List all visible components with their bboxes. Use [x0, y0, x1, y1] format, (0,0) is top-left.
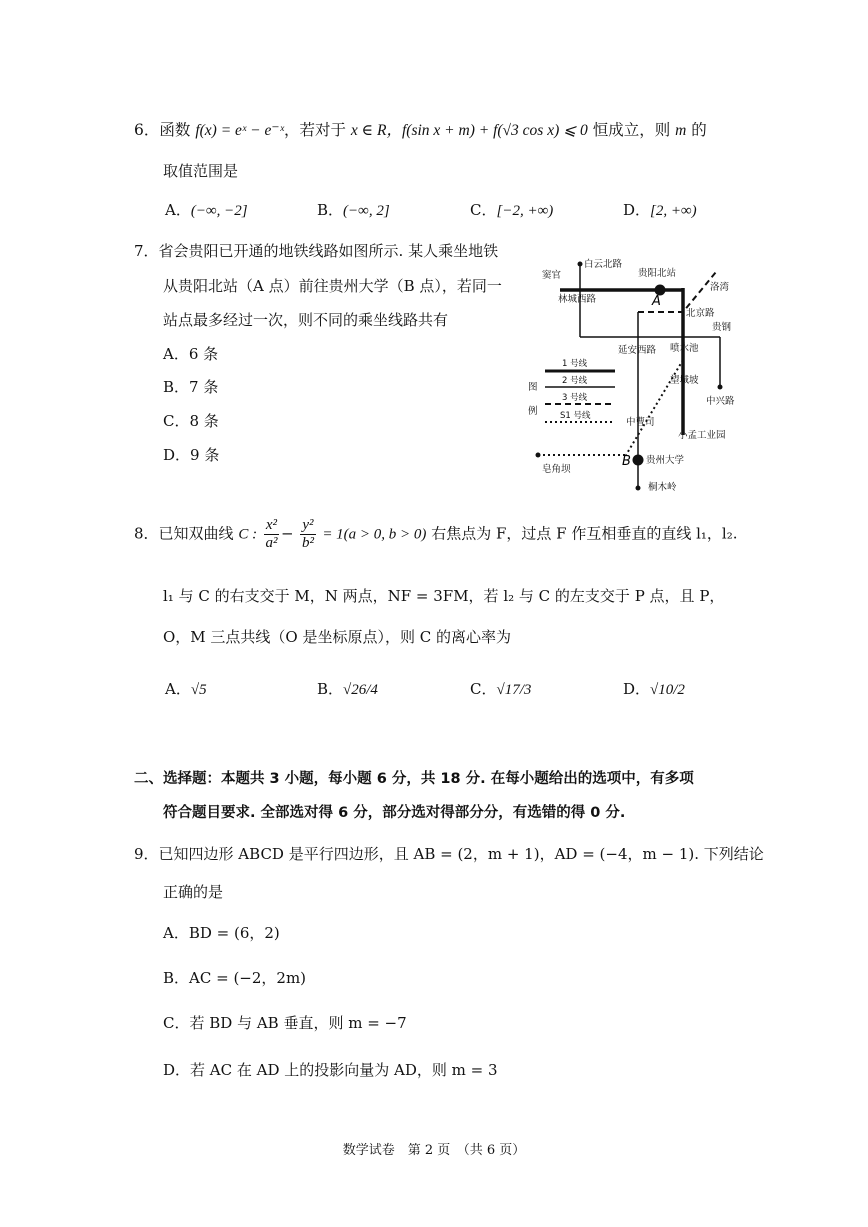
q9-option-b: B．AC = (−2，2m) [163, 969, 307, 987]
metro-map [520, 250, 750, 500]
legend-title-1: 图 [528, 382, 538, 393]
q9-option-a: A．BD = (6，2) [163, 924, 280, 942]
q8-option-d: D．√10/2 [623, 680, 685, 698]
q7-option-b: B．7 条 [163, 378, 219, 396]
legend-line2: 2 号线 [562, 376, 588, 386]
q7-stem-line1: 7．省会贵阳已开通的地铁线路如图所示. 某人乘坐地铁 [134, 242, 499, 260]
page-footer: 数学试卷 第 2 页 （共 6 页） [342, 1143, 526, 1158]
station-guigang: 贵钢 [712, 322, 732, 333]
q6-stem-line1: 6．函数 f(x) = eˣ − e⁻ˣ，若对于 x ∈ R，f(sin x + m) + f(√3 cos x) ⩽ 0 恒成立，则 m 的 [134, 121, 707, 139]
legend-line3: 3 号线 [562, 393, 588, 403]
q7-option-d: D．9 条 [163, 446, 220, 464]
q6-cond: x ∈ R [350, 122, 387, 139]
station-baiyun: 白云北路 [584, 259, 623, 270]
q9-stem-line2: 正确的是 [163, 883, 224, 901]
q8-stem-line3: O，M 三点共线（O 是坐标原点），则 C 的离心率为 [163, 628, 512, 646]
q9-option-c: C．若 BD 与 AB 垂直，则 m = −7 [163, 1014, 407, 1032]
legend-title-2: 例 [528, 406, 538, 417]
q8-stem-line2: l₁ 与 C 的右支交于 M，N 两点，NF = 3FM，若 l₂ 与 C 的左支交于 P 点，且 P， [163, 587, 725, 605]
q6-func: f(x) = eˣ − e⁻ˣ [195, 122, 284, 139]
point-b-label: B [622, 454, 631, 469]
station-yanan: 延安西路 [618, 345, 657, 356]
q9-stem-line1: 9．已知四边形 ABCD 是平行四边形，且 AB = (2，m + 1)，AD = (−4，m − 1). 下列结论 [134, 845, 764, 863]
q6-option-d: D．[2, +∞) [623, 201, 697, 219]
station-beijing: 北京路 [686, 308, 715, 319]
station-wangcheng: 望城坡 [670, 375, 699, 386]
point-a-label: A [652, 294, 661, 309]
station-zhongxing: 中兴路 [706, 396, 735, 407]
station-guiyangbei: 贵阳北站 [638, 268, 677, 279]
q9-option-d: D．若 AC 在 AD 上的投影向量为 AD，则 m = 3 [163, 1061, 498, 1079]
station-tongmuling: 桐木岭 [648, 482, 677, 493]
q6-stem-line2: 取值范围是 [163, 162, 239, 180]
q8-stem-line1: 8．已知双曲线 C : $\frac{\text{x²}}{\text{a²}}$ − $\frac{\text{y²}}{\text{b²}}$ = 1(a > 0, b > 0) 右焦点为 F，过点 F 作互相垂直的直线 l₁，l₂. [134, 517, 738, 551]
q7-option-c: C．8 条 [163, 412, 219, 430]
section2-heading-line1: 二、选择题：本题共 3 小题，每小题 6 分，共 18 分. 在每小题给出的选项中，有多项 [134, 771, 694, 787]
legend-s1: S1 号线 [560, 411, 591, 421]
q6-option-a: A．(−∞, −2] [165, 201, 248, 219]
q8-option-b: B．√26/4 [317, 680, 378, 698]
q7-stem-line3: 站点最多经过一次，则不同的乘坐线路共有 [163, 311, 449, 329]
section2-heading-line2: 符合题目要求. 全部选对得 6 分，部分选对得部分分，有选错的得 0 分. [163, 805, 626, 821]
station-lincheng: 林城西路 [558, 294, 597, 305]
legend-line1: 1 号线 [562, 359, 588, 369]
station-luowan: 洛湾 [710, 282, 730, 293]
q6-ineq: ，f(sin x + m) + f(√3 cos x) ⩽ 0 [386, 122, 588, 139]
station-doupan: 窦官 [542, 270, 562, 281]
q7-stem-line2: 从贵阳北站（A 点）前往贵州大学（B 点），若同一 [163, 277, 502, 295]
q6-option-b: B．(−∞, 2] [317, 201, 390, 219]
q8-option-c: C．√17/3 [470, 680, 532, 698]
q8-option-a: A．√5 [165, 680, 207, 698]
q7-option-a: A．6 条 [163, 345, 219, 363]
station-penshui: 喷水池 [670, 343, 699, 354]
station-xiaomeng: 小孟工业园 [678, 430, 726, 441]
station-zhongcao: 中曹司 [626, 417, 655, 428]
station-zaojiao: 皂角坝 [542, 464, 571, 475]
station-guizhoudaxue: 贵州大学 [646, 455, 685, 466]
q6-option-c: C．[−2, +∞) [470, 201, 554, 219]
